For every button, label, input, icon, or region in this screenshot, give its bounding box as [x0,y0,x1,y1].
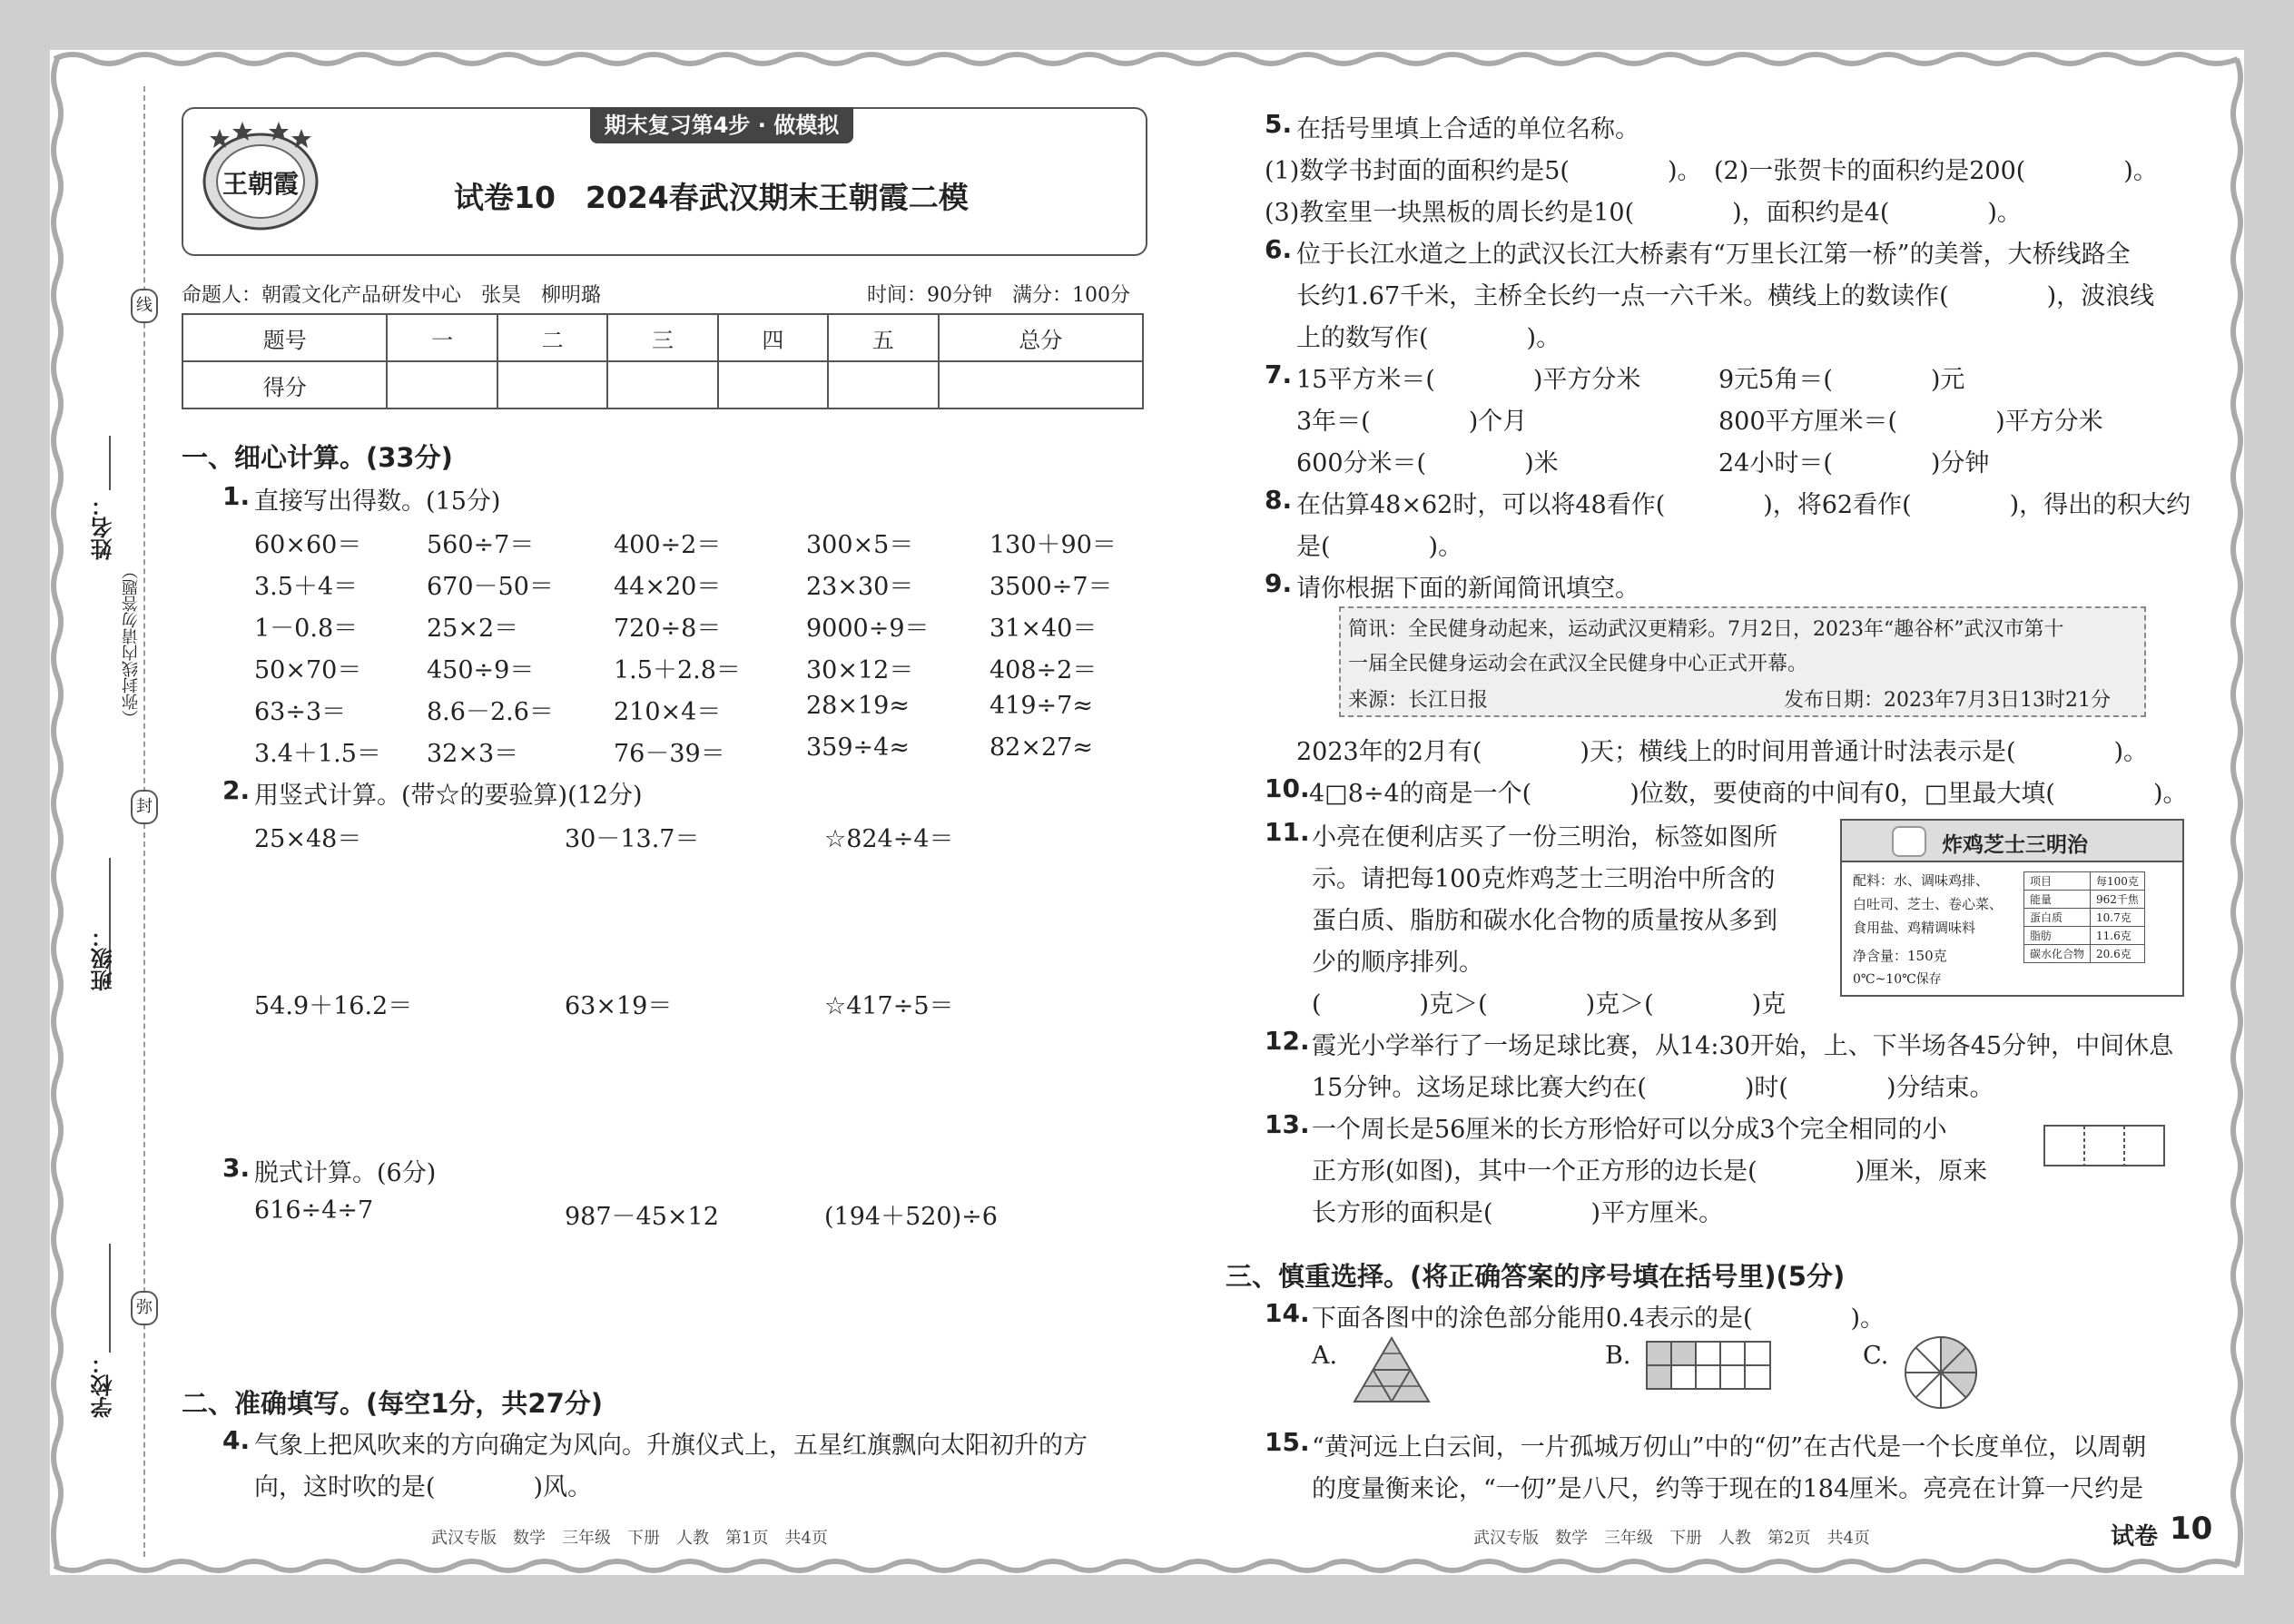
label-ingredients-2: 白吐司、芝士、卷心菜、 [1853,896,2004,912]
step-calc-item: (194＋520)÷6 [824,1203,998,1231]
calc-item: 28×19≈ [806,692,910,720]
calc-item: 400÷2＝ [614,531,722,559]
q13-line-3: 长方形的面积是( )平方厘米。 [1312,1199,1724,1227]
score-header: 二 [497,314,607,361]
score-cell[interactable] [939,361,1144,408]
label-net: 净含量：150克 [1853,948,1947,964]
q14-number: 14. [1265,1298,1310,1328]
calc-item: 50×70＝ [254,656,362,684]
score-header: 一 [387,314,497,361]
q9-line-2: 2023年的2月有( )天；横线上的时间用普通计时法表示是( )。 [1296,738,2149,766]
vertical-calc-item: ☆824÷4＝ [824,825,954,853]
calc-item: 560÷7＝ [427,531,535,559]
label-title: 炸鸡芝士三明治 [1942,833,2088,857]
q10-number: 10. [1265,773,1310,803]
banner: 期末复习第4步 · 做模拟 [590,107,853,143]
q13-number: 13. [1265,1109,1310,1139]
option-a-label: A. [1312,1342,1338,1370]
score-header: 五 [828,314,938,361]
news-date: 发布日期：2023年7月3日13时21分 [1784,689,2111,712]
calc-item: 32×3＝ [427,740,519,768]
score-header: 四 [718,314,828,361]
rectangle-figure [2043,1124,2166,1171]
q7-item: 9元5角＝( )元 [1718,366,1965,394]
q7-number: 7. [1265,359,1293,389]
q6-line-2: 长约1.67千米，主桥全长约一点一六千米。横线上的数读作( )，波浪线 [1296,282,2155,310]
q13-line-2: 正方形(如图)，其中一个正方形的边长是( )厘米，原来 [1312,1157,1988,1186]
author-line: 命题人：朝霞文化产品研发中心 张昊 柳明璐 [182,284,602,307]
q3-number: 3. [222,1153,251,1183]
calc-item: 63÷3＝ [254,698,347,726]
vertical-calc-item: ☆417÷5＝ [824,992,954,1020]
left-footer: 武汉专版 数学 三年级 下册 人教 第1页 共4页 [431,1529,828,1548]
name-label: 姓名： [91,495,116,560]
option-c-figure [1903,1334,1979,1414]
q4-line-1: 气象上把风吹来的方向确定为风向。升旗仪式上，五星红旗飘向太阳初升的方 [254,1432,1088,1460]
calc-item: 670－50＝ [427,573,554,601]
nutrition-cell: 脂肪 [2024,927,2091,945]
label-ingredients-1: 配料：水、调味鸡排、 [1853,872,1990,889]
option-a-figure [1353,1336,1431,1407]
q15-line-2: 的度量衡来论，“一仞”是八尺，约等于现在的184厘米。亮亮在计算一尺约是 [1312,1475,2144,1503]
calc-item: 720÷8＝ [614,615,722,643]
binding-warning: （弥封线内请勿答题） [122,563,141,726]
calc-item: 1－0.8＝ [254,615,359,643]
news-source: 来源：长江日报 [1348,689,1489,712]
nutrition-cell: 能量 [2024,891,2091,909]
calc-item: 3.5＋4＝ [254,573,359,601]
score-cell[interactable] [607,361,717,408]
vertical-calc-item: 63×19＝ [565,992,673,1020]
calc-item: 25×2＝ [427,615,519,643]
q8-line-2: 是( )。 [1296,533,1463,561]
option-b-label: B. [1605,1342,1631,1370]
q4-line-2: 向，这时吹的是( )风。 [254,1473,593,1501]
nutrition-cell: 蛋白质 [2024,909,2091,927]
calc-item: 450÷9＝ [427,656,535,684]
q11-line-4: 少的顺序排列。 [1312,949,1483,977]
q7-item: 3年＝( )个月 [1296,408,1528,436]
nutrition-cell: 11.6克 [2091,927,2145,945]
q11-line-2: 示。请把每100克炸鸡芝士三明治中所含的 [1312,865,1776,893]
paper-title: 试卷10 2024春武汉期末王朝霞二模 [454,180,969,215]
paper-number: 10 [2170,1511,2213,1547]
q7-item: 24小时＝( )分钟 [1718,449,1990,477]
right-footer: 武汉专版 数学 三年级 下册 人教 第2页 共4页 [1473,1529,1870,1548]
calc-item: 300×5＝ [806,531,914,559]
calc-item: 1.5＋2.8＝ [614,656,741,684]
mark-seal: 封 [131,790,158,824]
q4-number: 4. [222,1425,251,1455]
q10-text: 4□8÷4的商是一个( )位数，要使商的中间有0，□里最大填( )。 [1309,780,2188,808]
q5-line-2: (3)教室里一块黑板的周长约是10( )，面积约是4( )。 [1265,199,2022,227]
option-c-label: C. [1863,1342,1889,1370]
nutrition-cell: 项目 [2024,872,2091,891]
class-label: 班级： [91,926,116,991]
time-line: 时间：90分钟 满分：100分 [867,284,1130,307]
sandwich-label [1840,819,2184,997]
score-cell[interactable] [718,361,828,408]
q15-number: 15. [1265,1427,1310,1457]
q11-line-1: 小亮在便利店买了一份三明治，标签如图所 [1312,823,1777,851]
score-table [182,313,1144,409]
news-line-1: 简讯：全民健身动起来，运动武汉更精彩。7月2日，2023年“趣谷杯”武汉市第十 [1348,618,2064,641]
q7-item: 800平方厘米＝( )平方分米 [1718,408,2103,436]
nutrition-cell: 碳水化合物 [2024,945,2091,963]
calc-item: 3500÷7＝ [989,573,1113,601]
vertical-calc-item: 30－13.7＝ [565,825,700,853]
nutrition-cell: 每100克 [2091,872,2145,891]
calc-item: 76－39＝ [614,740,725,768]
school-underline [109,1244,111,1353]
q7-item: 15平方米＝( )平方分米 [1296,366,1641,394]
q5-text: 在括号里填上合适的单位名称。 [1296,115,1639,143]
q3-text: 脱式计算。(6分) [254,1159,437,1187]
calc-item: 3.4＋1.5＝ [254,740,381,768]
vertical-calc-item: 54.9＋16.2＝ [254,992,413,1020]
q11-answer-line: ( )克＞( )克＞( )克 [1312,990,1787,1019]
option-b-figure [1645,1340,1774,1396]
label-ingredients-3: 食用盐、鸡精调味料 [1853,920,1976,936]
q2-text: 用竖式计算。(带☆的要验算)(12分) [254,782,643,810]
q1-text: 直接写出得数。(15分) [254,487,501,516]
school-label: 学校： [91,1353,116,1418]
q14-text: 下面各图中的涂色部分能用0.4表示的是( )。 [1312,1304,1885,1333]
score-cell[interactable] [387,361,497,408]
calc-item: 30×12＝ [806,656,914,684]
calc-item: 44×20＝ [614,573,722,601]
calc-item: 408÷2＝ [989,656,1098,684]
paper-label: 试卷 [2111,1523,2159,1550]
q6-line-1: 位于长江水道之上的武汉长江大桥素有“万里长江第一桥”的美誉，大桥线路全 [1296,241,2131,269]
calc-item: 82×27≈ [989,733,1093,762]
score-cell[interactable] [497,361,607,408]
mark-mi: 弥 [131,1291,158,1325]
q2-number: 2. [222,775,251,805]
calc-item: 9000÷9＝ [806,615,930,643]
score-row-label: 得分 [182,361,387,408]
section-3-title: 三、慎重选择。(将正确答案的序号填在括号里)(5分) [1226,1261,1846,1292]
step-calc-item: 616÷4÷7 [254,1196,374,1225]
calc-item: 210×4＝ [614,698,722,726]
calc-item: 8.6－2.6＝ [427,698,554,726]
q8-line-1: 在估算48×62时，可以将48看作( )，将62看作( )，得出的积大约 [1296,491,2191,519]
nutrition-cell: 20.6克 [2091,945,2145,963]
q6-number: 6. [1265,234,1293,264]
q5-number: 5. [1265,109,1293,139]
smile-icon [1892,826,1926,857]
q12-line-1: 霞光小学举行了一场足球比赛，从14:30开始，上、下半场各45分钟，中间休息 [1312,1032,2174,1060]
q12-line-2: 15分钟。这场足球比赛大约在( )时( )分结束。 [1312,1074,1994,1102]
mark-line: 线 [131,289,158,323]
nutrition-table [2023,871,2145,963]
calc-item: 31×40＝ [989,615,1098,643]
q12-number: 12. [1265,1026,1310,1056]
calc-item: 23×30＝ [806,573,914,601]
q7-item: 600分米＝( )米 [1296,449,1559,477]
section-2-title: 二、准确填写。(每空1分，共27分) [182,1388,604,1419]
calc-item: 359÷4≈ [806,733,910,762]
score-header: 题号 [182,314,387,361]
q6-line-3: 上的数写作( )。 [1296,324,1561,352]
section-1-title: 一、细心计算。(33分) [182,442,453,473]
q11-number: 11. [1265,817,1310,847]
score-header: 总分 [939,314,1144,361]
nutrition-cell: 10.7克 [2091,909,2145,927]
q9-number: 9. [1265,568,1293,598]
name-underline [109,436,111,490]
q1-number: 1. [222,481,251,511]
vertical-calc-item: 25×48＝ [254,825,362,853]
q5-line-1: (1)数学书封面的面积约是5( )。 (2)一张贺卡的面积约是200( )。 [1265,157,2158,185]
nutrition-cell: 962千焦 [2091,891,2145,909]
q15-line-1: “黄河远上白云间，一片孤城万仞山”中的“仞”在古代是一个长度单位，以周朝 [1312,1433,2147,1462]
q13-line-1: 一个周长是56厘米的长方形恰好可以分成3个完全相同的小 [1312,1116,1947,1144]
logo [192,118,329,236]
news-line-2: 一届全民健身运动会在武汉全民健身中心正式开幕。 [1348,653,1808,675]
score-cell[interactable] [828,361,938,408]
q8-number: 8. [1265,485,1293,515]
calc-item: 60×60＝ [254,531,362,559]
calc-item: 130＋90＝ [989,531,1117,559]
svg-text:王朝霞: 王朝霞 [222,169,300,199]
calc-item: 419÷7≈ [989,692,1093,720]
q11-line-3: 蛋白质、脂肪和碳水化合物的质量按从多到 [1312,907,1777,935]
step-calc-item: 987－45×12 [565,1203,719,1231]
q9-text: 请你根据下面的新闻简讯填空。 [1296,575,1639,603]
label-storage: 0℃~10℃保存 [1853,972,1942,987]
score-header: 三 [607,314,717,361]
